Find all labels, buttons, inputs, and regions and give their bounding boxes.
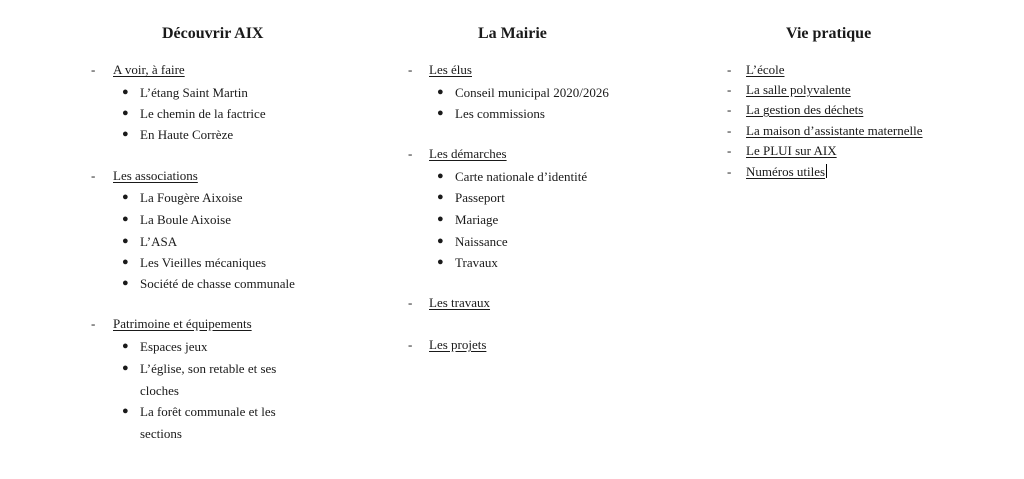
- numeros-utiles-label: Numéros utiles: [746, 164, 826, 179]
- section-link-ecole[interactable]: L’école: [746, 62, 785, 77]
- list-item-label[interactable]: Passeport: [455, 190, 505, 205]
- list-item-label[interactable]: Le chemin de la factrice: [140, 106, 266, 121]
- list-item-label[interactable]: L’église, son retable et ses cloches: [140, 361, 277, 398]
- dash-marker: -: [727, 62, 732, 77]
- section-link-les-projets[interactable]: Les projets: [429, 337, 487, 352]
- bullet-icon: ●: [437, 191, 444, 203]
- list-item-label[interactable]: La forêt communale et les sections: [140, 404, 276, 441]
- bullet-icon: ●: [122, 277, 129, 289]
- list-item-label[interactable]: En Haute Corrèze: [140, 127, 234, 142]
- dash-marker: -: [727, 123, 732, 138]
- list-item-label[interactable]: La Fougère Aixoise: [140, 190, 243, 205]
- bullet-icon: ●: [122, 362, 129, 374]
- bullet-icon: ●: [437, 213, 444, 225]
- bullet-icon: ●: [437, 235, 444, 247]
- section-link-gestion-dechets[interactable]: La gestion des déchets: [746, 102, 864, 117]
- list-item-label[interactable]: Société de chasse communale: [140, 276, 295, 291]
- list-item-label[interactable]: Les commissions: [455, 106, 545, 121]
- section-link-demarches[interactable]: Les démarches: [429, 146, 507, 161]
- bullet-icon: ●: [122, 128, 129, 140]
- dash-marker: -: [91, 62, 96, 77]
- list-item-label[interactable]: Mariage: [455, 212, 499, 227]
- list-item-label[interactable]: L’étang Saint Martin: [140, 85, 248, 100]
- bullet-icon: ●: [437, 256, 444, 268]
- column-title-vie-pratique: Vie pratique: [786, 25, 872, 42]
- column-title-la-mairie: La Mairie: [478, 25, 547, 42]
- list-item-label[interactable]: Les Vieilles mécaniques: [140, 255, 267, 270]
- dash-marker: -: [91, 168, 96, 183]
- bullet-icon: ●: [122, 405, 129, 417]
- list-item-label[interactable]: Conseil municipal 2020/2026: [455, 85, 609, 100]
- list-item-label[interactable]: Naissance: [455, 234, 508, 249]
- section-link-associations[interactable]: Les associations: [113, 168, 198, 183]
- bullet-icon: ●: [122, 191, 129, 203]
- bullet-icon: ●: [122, 86, 129, 98]
- bullet-icon: ●: [122, 256, 129, 268]
- section-link-patrimoine[interactable]: Patrimoine et équipements: [113, 316, 252, 331]
- dash-marker: -: [91, 316, 96, 331]
- dash-marker: -: [408, 62, 413, 77]
- section-link-maison-assistante[interactable]: La maison d’assistante maternelle: [746, 123, 923, 138]
- dash-marker: -: [727, 143, 732, 158]
- section-link-numeros-utiles[interactable]: [746, 164, 827, 180]
- bullet-icon: ●: [122, 340, 129, 352]
- list-item-label[interactable]: Espaces jeux: [140, 339, 208, 354]
- bullet-icon: ●: [122, 107, 129, 119]
- section-link-salle-polyvalente[interactable]: La salle polyvalente: [746, 82, 851, 97]
- list-item-label[interactable]: Carte nationale d’identité: [455, 169, 588, 184]
- dash-marker: -: [408, 146, 413, 161]
- list-item-label[interactable]: Travaux: [455, 255, 498, 270]
- section-link-a-voir[interactable]: A voir, à faire: [113, 62, 185, 77]
- dash-marker: -: [727, 82, 732, 97]
- column-title-decouvrir-aix: Découvrir AIX: [162, 25, 264, 42]
- bullet-icon: ●: [437, 86, 444, 98]
- bullet-icon: ●: [122, 213, 129, 225]
- list-item-label[interactable]: La Boule Aixoise: [140, 212, 231, 227]
- text-cursor: [826, 164, 827, 178]
- section-link-les-travaux[interactable]: Les travaux: [429, 295, 491, 310]
- dash-marker: -: [408, 295, 413, 310]
- bullet-icon: ●: [437, 107, 444, 119]
- section-link-les-elus[interactable]: Les élus: [429, 62, 472, 77]
- list-item-label[interactable]: L’ASA: [140, 234, 178, 249]
- bullet-icon: ●: [122, 235, 129, 247]
- section-link-plui[interactable]: Le PLUI sur AIX: [746, 143, 837, 158]
- dash-marker: -: [727, 164, 732, 179]
- dash-marker: -: [408, 337, 413, 352]
- bullet-icon: ●: [437, 170, 444, 182]
- dash-marker: -: [727, 102, 732, 117]
